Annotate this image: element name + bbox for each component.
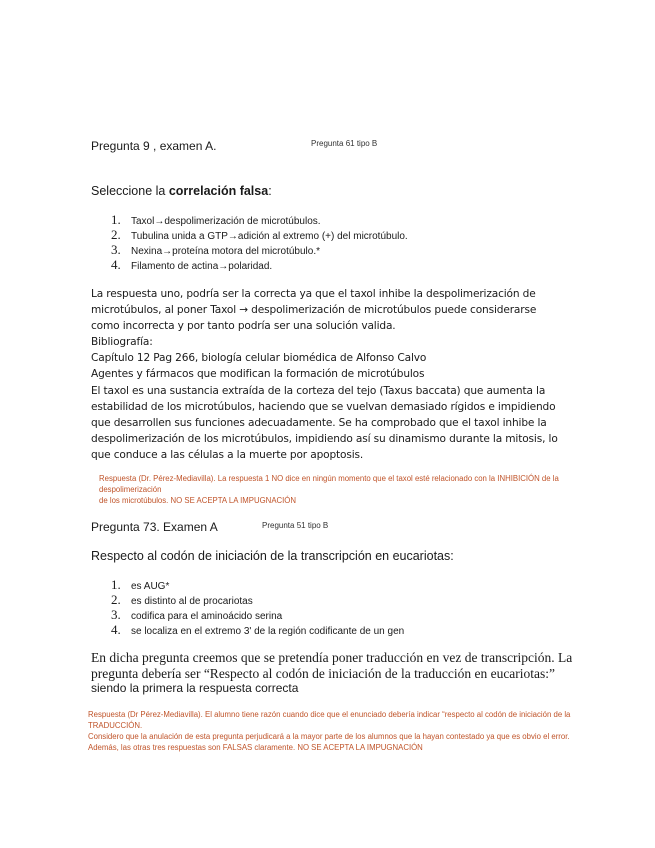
prompt-text: Seleccione la xyxy=(91,184,169,198)
question-1-title: Pregunta 9 , examen A. xyxy=(91,139,217,153)
question-2-reply xyxy=(88,709,570,753)
prompt-emphasis: correlación falsa xyxy=(168,184,269,198)
option-item xyxy=(109,227,408,242)
argument-line: como incorrecta y por tanto podría ser una solución valida. xyxy=(91,320,396,333)
argument-line: En dicha pregunta creemos que se pretendía poner traducción en vez de transcripción. La xyxy=(91,650,573,665)
question-1-tipo: Pregunta 61 tipo B xyxy=(311,139,378,148)
option-item xyxy=(109,577,404,592)
option-item xyxy=(109,592,404,607)
option-item xyxy=(109,212,408,227)
argument-line: microtúbulos, al poner Taxol → despolimerización de microtúbulos puede considerarse xyxy=(91,304,537,317)
reply-line: Considero que la anulación de esta pregunta perjudicará a la mayor parte de los alumnos que la hayan contestado ya que es obvio el error. xyxy=(88,732,570,741)
option-text: Nexina→proteína motora del microtúbulo.* xyxy=(131,246,320,257)
option-number: 3. xyxy=(111,242,121,257)
question-1-reply xyxy=(99,473,559,506)
question-1-prompt xyxy=(91,184,272,198)
argument-line: Bibliografía: xyxy=(91,336,153,349)
option-number: 3. xyxy=(111,607,121,622)
option-item xyxy=(109,622,404,637)
option-text: Tubulina unida a GTP→adición al extremo (+) del microtúbulo. xyxy=(131,231,408,242)
argument-line: siendo la primera la respuesta correcta xyxy=(91,681,299,695)
question-1-options xyxy=(109,212,408,272)
option-number: 2. xyxy=(111,592,121,607)
option-item xyxy=(109,257,408,272)
option-number: 4. xyxy=(111,622,121,637)
option-number: 1. xyxy=(111,577,121,592)
reply-line: Respuesta (Dr Pérez-Mediavilla). El alumno tiene razón cuando dice que el enunciado debería indicar “respecto al codón de iniciación de la xyxy=(88,710,571,719)
option-number: 2. xyxy=(111,227,121,242)
argument-line: despolimerización de los microtúbulos, impidiendo así su dinamismo durante la mitosis, lo xyxy=(91,432,558,445)
option-text: se localiza en el extremo 3' de la región codificante de un gen xyxy=(131,626,405,637)
reply-line: Respuesta (Dr. Pérez-Mediavilla). La respuesta 1 NO dice en ningún momento que el taxol esté relacionado con la INHIBICIÓN de la xyxy=(99,474,559,483)
question-2-prompt: Respecto al codón de iniciación de la transcripción en eucariotas: xyxy=(91,549,454,563)
question-2-argument xyxy=(91,650,572,697)
option-item xyxy=(109,242,408,257)
argument-line: Capítulo 12 Pag 266, biología celular biomédica de Alfonso Calvo xyxy=(91,352,427,365)
reply-line: Además, las otras tres respuestas son FALSAS claramente. NO SE ACEPTA LA IMPUGNACIÓN xyxy=(88,743,423,752)
argument-line: que desarrollen sus funciones adecuadamente. Se ha comprobado que el taxol inhibe la xyxy=(91,416,547,429)
argument-line: estabilidad de los microtúbulos, haciendo que se vuelvan demasiado rígidos e impidiendo xyxy=(91,400,556,413)
option-text: Taxol→despolimerización de microtúbulos. xyxy=(131,216,321,227)
question-2-options xyxy=(109,577,404,637)
argument-line: La respuesta uno, podría ser la correcta ya que el taxol inhibe la despolimerización de xyxy=(91,288,536,300)
argument-line: El taxol es una sustancia extraída de la corteza del tejo (Taxus baccata) que aumenta la xyxy=(91,384,546,397)
argument-line: Agentes y fármacos que modifican la formación de microtúbulos xyxy=(91,368,425,381)
question-1-argument xyxy=(91,286,571,463)
option-text: codifica para el aminoácido serina xyxy=(131,611,283,622)
option-number: 4. xyxy=(111,257,121,272)
question-2-title: Pregunta 73. Examen A xyxy=(91,520,218,534)
option-text: es AUG* xyxy=(131,581,170,592)
option-item xyxy=(109,607,404,622)
prompt-colon: : xyxy=(268,184,272,198)
reply-line: de los microtúbulos. NO SE ACEPTA LA IMPUGNACIÓN xyxy=(99,496,297,505)
reply-line: TRADUCCIÓN. xyxy=(88,721,143,730)
option-number: 1. xyxy=(111,212,121,227)
option-text: es distinto al de procariotas xyxy=(131,596,253,607)
reply-line: despolimerización xyxy=(99,485,162,494)
argument-line: pregunta debería ser “Respecto al codón de iniciación de la traducción en eucariotas:” xyxy=(91,665,556,681)
argument-line: que conduce a las células a la muerte por apoptosis. xyxy=(91,448,364,461)
option-text: Filamento de actina→polaridad. xyxy=(131,261,273,272)
question-2-tipo: Pregunta 51 tipo B xyxy=(262,521,329,530)
